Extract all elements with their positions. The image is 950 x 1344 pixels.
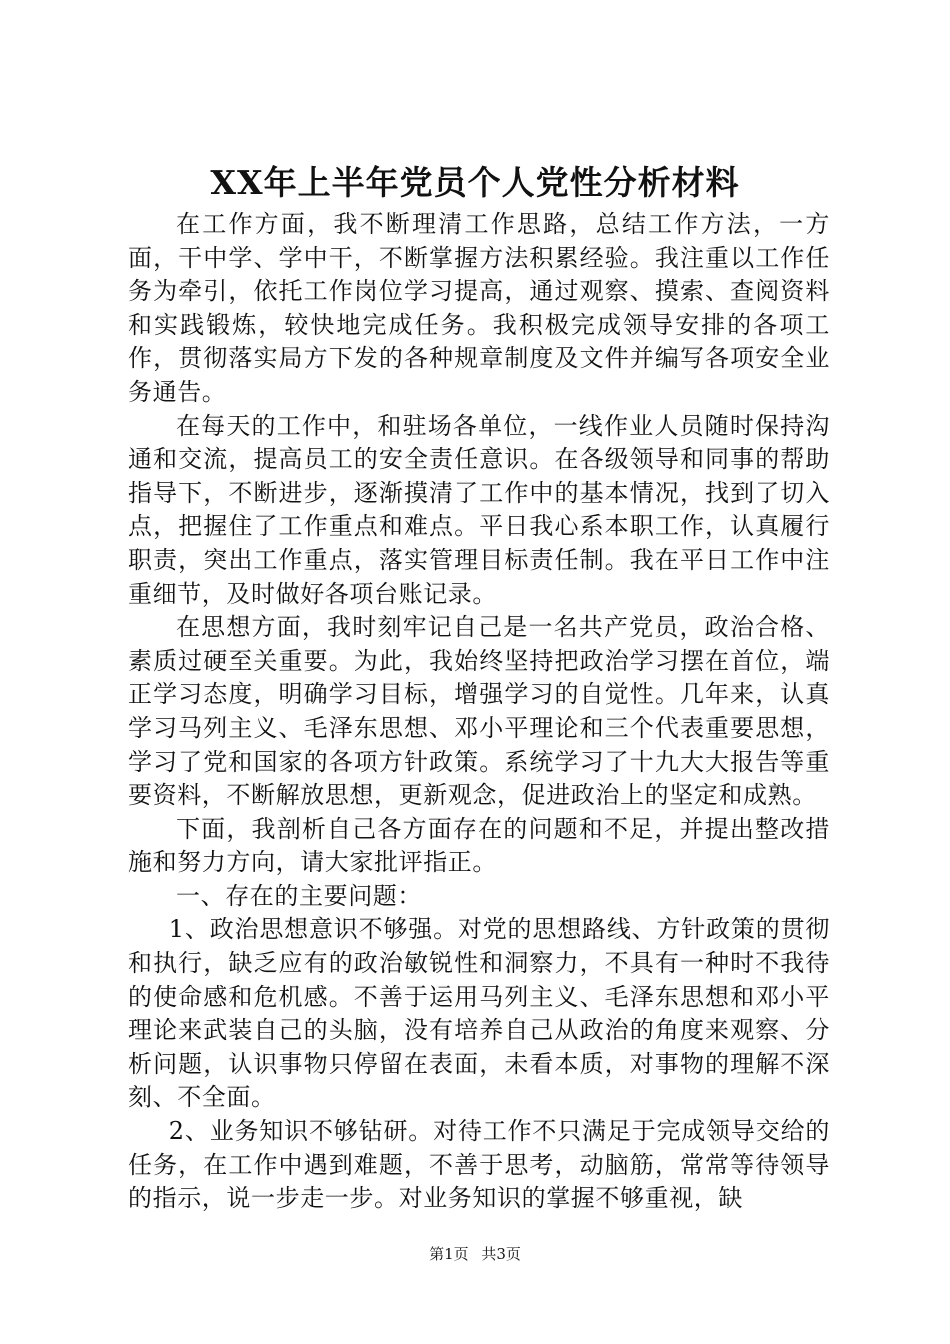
page-footer <box>0 1244 950 1264</box>
paragraph-work-aspect: 在工作方面，我不断理清工作思路，总结工作方法，一方面，干中学、学中干，不断掌握方法积累经验。我注重以工作任务为牵引，依托工作岗位学习提高，通过观察、摸索、查阅资料和实践锻炼，较快地完成任务。我积极完成领导安排的各项工作，贯彻落实局方下发的各种规章制度及文件并编写各项安全业务通告。 <box>128 210 830 406</box>
document-body <box>128 208 830 1216</box>
list-item-problem-2: 2、业务知识不够钻研。对待工作不只满足于完成领导交给的任务，在工作中遇到难题，不善于思考，动脑筋，常常等待领导的指示，说一步走一步。对业务知识的掌握不够重视，缺 <box>128 1117 830 1213</box>
page-number: 第1页 <box>429 1245 469 1263</box>
paragraph-self-analysis-intro: 下面，我剖析自己各方面存在的问题和不足，并提出整改措施和努力方向，请大家批评指正。 <box>128 814 830 877</box>
paragraph-daily-work: 在每天的工作中，和驻场各单位，一线作业人员随时保持沟通和交流，提高员工的安全责任意识。在各级领导和同事的帮助指导下，不断进步，逐渐摸清了工作中的基本情况，找到了切入点，把握住了工作重点和难点。平日我心系本职工作，认真履行职责，突出工作重点，落实管理目标责任制。我在平日工作中注重细节，及时做好各项台账记录。 <box>128 411 830 608</box>
paragraph-thought-aspect: 在思想方面，我时刻牢记自己是一名共产党员，政治合格、素质过硬至关重要。为此，我始终坚持把政治学习摆在首位，端正学习态度，明确学习目标，增强学习的自觉性。几年来，认真学习马列主义、毛泽东思想、邓小平理论和三个代表重要思想，学习了党和国家的各项方针政策。系统学习了十九大大报告等重要资料，不断解放思想，更新观念，促进政治上的坚定和成熟。 <box>128 613 830 810</box>
list-item-problem-1: 1、政治思想意识不够强。对党的思想路线、方针政策的贯彻和执行，缺乏应有的政治敏锐性和洞察力，不具有一种时不我待的使命感和危机感。不善于运用马列主义、毛泽东思想和邓小平理论来武装自己的头脑，没有培养自己从政治的角度来观察、分析问题，认识事物只停留在表面，未看本质，对事物的理解不深刻、不全面。 <box>128 915 830 1112</box>
document-title: XX年上半年党员个人党性分析材料 <box>210 163 740 202</box>
section-heading-main-problems: 一、存在的主要问题： <box>176 881 422 910</box>
page-total: 共3页 <box>481 1245 521 1263</box>
